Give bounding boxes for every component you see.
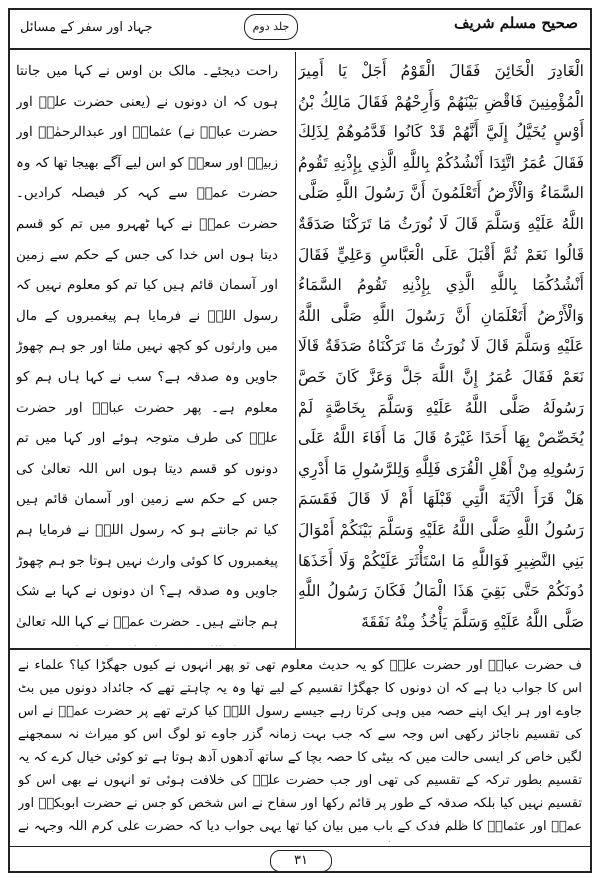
column-divider xyxy=(295,52,296,648)
page-header xyxy=(8,8,592,50)
footnote-divider xyxy=(8,648,592,650)
footnote-text: ف حضرت عباسؓ اور حضرت علیؓ کو یہ حدیث معلوم تھی تو پھر انہوں نے کیوں جھگڑا کیا؟ علماء نے اس کا جواب دیا ہے کہ ان دونوں کا جھگڑا تقسیم کے لیے تھا وہ یہ چاہتے تھے کہ جائداد دونوں میں بٹ جاوے اور ہر ایک اپنے حصہ میں وہی کرتا رہے جیسے رسول اللہؐ کیا کرتے تھے پر حضرت عمرؓ نے اس کی تقسیم ناجائز رکھی اس وجہ سے کہ جب بہت زمانہ گزر جاوے تو لوگ اس کو میراث نہ سمجھنے لگیں خاص کر ایسی حالت میں کہ بیٹی کا حصہ بچا کے ساتھ آدھوں آدھ ہوتا ہے تو کوئی خیال کرے کہ یہ تقسیم بطور ترکہ کے تقسیم کی تھی اور جب حضرت علیؓ کی خلافت ہوئی تو انہوں نے بھی اس کو تقسیم نہیں کیا بلکہ صدقہ کے طور پر قائم رکھا اور سفاح نے اس شخص کو جس نے حضرت ابوبکرؓ اور عمرؓ اور عثمانؓ کا ظلم فدک کے باب میں بیان کیا تھا یہی جواب دیا کہ حضرت علی کرم اللہ وجہہ نے xyxy=(18,658,582,834)
chapter-title: جہاد اور سفر کے مسائل xyxy=(20,20,153,35)
page-number: ۳۱ xyxy=(270,850,332,872)
bottom-divider xyxy=(8,846,592,847)
volume-badge: جلد دوم xyxy=(244,14,298,40)
arabic-hadith-text: الْغَادِرَ الْخَائِنَ فَقَالَ الْقَوْمُ أَجَلْ يَا أَمِيرَ الْمُؤْمِنِينَ فَاقْضِ بَيْنَهُمْ وَأَرِحْهُمْ فَقَالَ مَالِكُ بْنُ أَوْسٍ يُخَيَّلُ إِلَيَّ أَنَّهُمْ قَدْ كَانُوا قَدَّمُوهُمْ لِذَلِكَ فَقَالَ عُمَرُ اتَّئِدَا أَنْشُدُكُمْ بِاللَّهِ الَّذِي بِإِذْنِهِ تَقُومُ السَّمَاءُ وَالْأَرْضُ أَتَعْلَمُونَ أَنَّ رَسُولَ اللَّهِ صَلَّى اللَّهُ عَلَيْهِ وَسَلَّمَ قَالَ لَا نُورَثُ مَا تَرَكْنَا صَدَقَةٌ قَالُوا نَعَمْ ثُمَّ أَقْبَلَ عَلَى الْعَبَّاسِ وَعَلِيٍّ فَقَالَ أَنْشُدُكُمَا بِاللَّهِ الَّذِي بِإِذْنِهِ تَقُومُ السَّمَاءُ وَالْأَرْضُ أَتَعْلَمَانِ أَنَّ رَسُولَ اللَّهِ صَلَّى اللَّهُ عَلَيْهِ وَسَلَّمَ قَالَ لَا نُورَثُ مَا تَرَكْنَاهُ صَدَقَةٌ قَالَا نَعَمْ فَقَالَ عُمَرُ إِنَّ اللَّهَ جَلَّ وَعَزَّ كَانَ خَصَّ رَسُولَهُ صَلَّى اللَّهُ عَلَيْهِ وَسَلَّمَ بِخَاصَّةٍ لَمْ يُخَصِّصْ بِهَا أَحَدًا غَيْرَهُ قَالَ مَا أَفَاءَ اللَّهُ عَلَى رَسُولِهِ مِنْ أَهْلِ الْقُرَى فَلِلَّهِ وَلِلرَّسُولِ مَا أَدْرِي هَلْ قَرَأَ الْآيَةَ الَّتِي قَبْلَهَا أَمْ لَا قَالَ فَقَسَمَ رَسُولُ اللَّهِ صَلَّى اللَّهُ عَلَيْهِ وَسَلَّمَ بَيْنَكُمْ أَمْوَالَ بَنِي النَّضِيرِ فَوَاللَّهِ مَا اسْتَأْثَرَ عَلَيْكُمْ وَلَا أَخَذَهَا دُونَكُمْ حَتَّى بَقِيَ هَذَا الْمَالُ فَكَانَ رَسُولُ اللَّهِ صَلَّى اللَّهُ عَلَيْهِ وَسَلَّمَ يَأْخُذُ مِنْهُ نَفَقَةَ xyxy=(298,62,584,631)
urdu-translation-text: راحت دیجئے۔ مالک بن اوس نے کہا میں جانتا ہوں کہ ان دونوں نے (یعنی حضرت علیؓ اور حضرت عباسؓ نے) عثمانؓ اور عبدالرحمٰنؓ اور زبیرؓ اور سعدؓ کو اس لیے آگے بھیجا تھا کہ وہ حضرت عمرؓ سے کہہ کر فیصلہ کرادیں۔ حضرت عمرؓ نے کہا ٹھہرو میں تم کو قسم دیتا ہوں اس خدا کی جس کے حکم سے زمین اور آسمان قائم ہیں کیا تم کو معلوم نہیں کہ رسول اللہؐ نے فرمایا ہم پیغمبروں کے مال میں وارثوں کو کچھ نہیں ملتا اور جو ہم چھوڑ جاویں وہ صدقہ ہے؟ سب نے کہا ہاں ہم کو معلوم ہے۔ پھر حضرت عباسؓ اور حضرت علیؓ کی طرف متوجہ ہوئے اور کہا میں تم دونوں کو قسم دیتا ہوں اس اللہ تعالیٰ کی جس کے حکم سے زمین اور آسمان قائم ہیں کیا تم جانتے ہو کہ رسول اللہؐ نے فرمایا ہم پیغمبروں کا کوئی وارث نہیں ہوتا جو ہم چھوڑ جاویں وہ صدقہ ہے؟ ان دونوں نے کہا بے شک ہم جانتے ہیں۔ حضرت عمرؓ نے کہا اللہ تعالیٰ xyxy=(16,63,278,630)
book-title: صحیح مسلم شریف xyxy=(454,14,578,32)
